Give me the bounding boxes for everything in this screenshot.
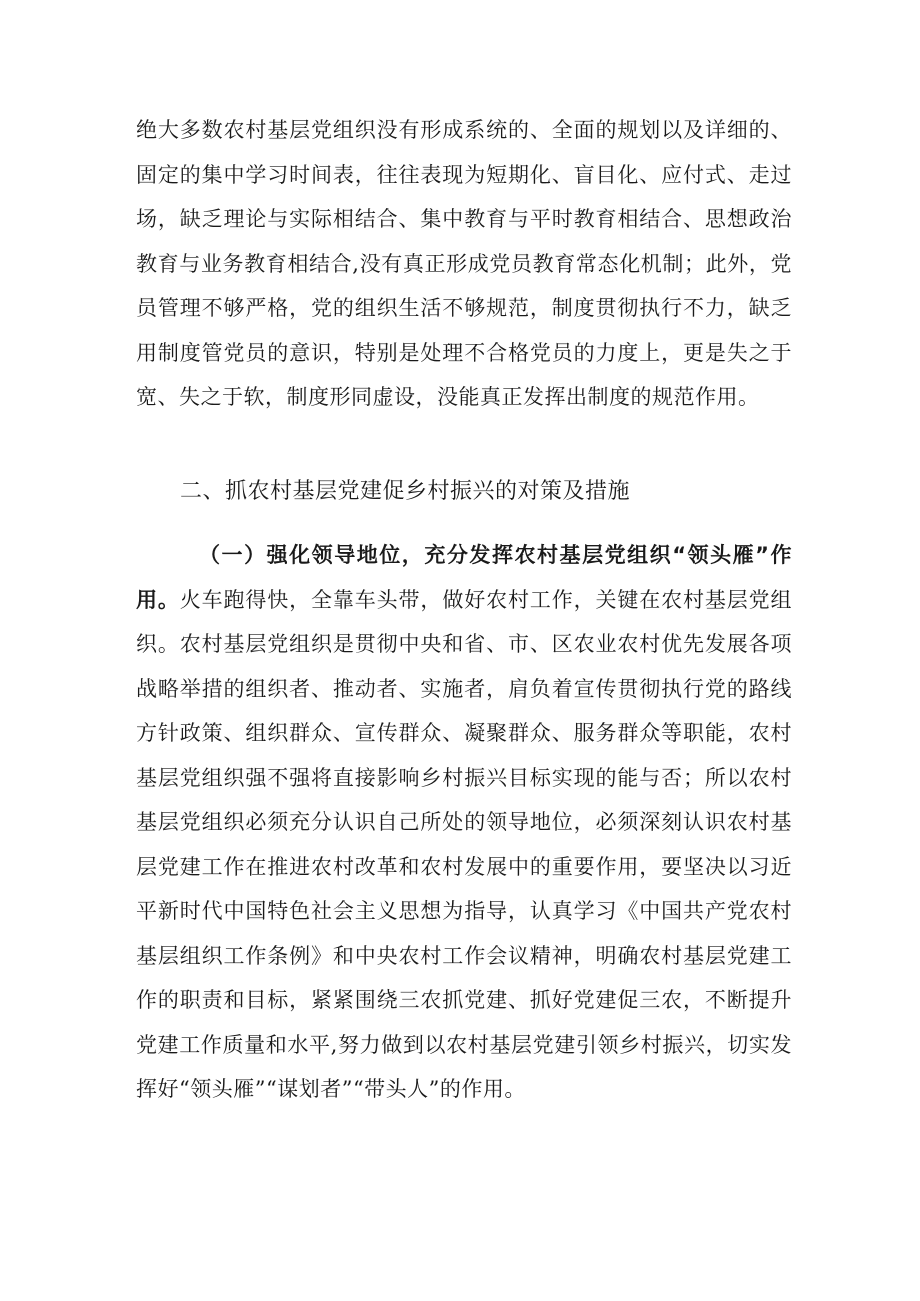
section-heading: 二、抓农村基层党建促乡村振兴的对策及措施 xyxy=(180,479,631,504)
paragraph-lead-heading: （一）强化领导地位，充分发挥农村基层党组织“领头雁”作用。 xyxy=(136,543,792,612)
paragraph-leadership-role xyxy=(136,533,792,1112)
paragraph-body-text: 火车跑得快，全靠车头带，做好农村工作，关键在农村基层党组织。农村基层党组织是贯彻中央和省、市、区农业农村优先发展各项战略举措的组织者、推动者、实施者，肩负着宣传贯彻执行党的路线方针政策、组织群众、宣传群众、凝聚群众、服务群众等职能，农村基层党组织强不强将直接影响乡村振兴目标实现的能与否；所以农村基层党组织必须充分认识自己所处的领导地位，必须深刻认识农村基层党建工作在推进农村改革和农村发展中的重要作用，要坚决以习近平新时代中国特色社会主义思想为指导，认真学习《中国共产党农村基层组织工作条例》和中央农村工作会议精神，明确农村基层党建工作的职责和目标，紧紧围绕三农抓党建、抓好党建促三农，不断提升党建工作质量和水平,努力做到以农村基层党建引领乡村振兴，切实发挥好“领头雁”“谋划者”“带头人”的作用。 xyxy=(136,587,793,1101)
paragraph-party-education-issues: 绝大多数农村基层党组织没有形成系统的、全面的规划以及详细的、固定的集中学习时间表，往往表现为短期化、盲目化、应付式、走过场，缺乏理论与实际相结合、集中教育与平时教育相结合、思想政治教育与业务教育相结合,没有真正形成党员教育常态化机制；此外，党员管理不够严格，党的组织生活不够规范，制度贯彻执行不力，缺乏用制度管党员的意识，特别是处理不合格党员的力度上，更是失之于宽、失之于软，制度形同虚设，没能真正发挥出制度的规范作用。 xyxy=(136,118,792,409)
